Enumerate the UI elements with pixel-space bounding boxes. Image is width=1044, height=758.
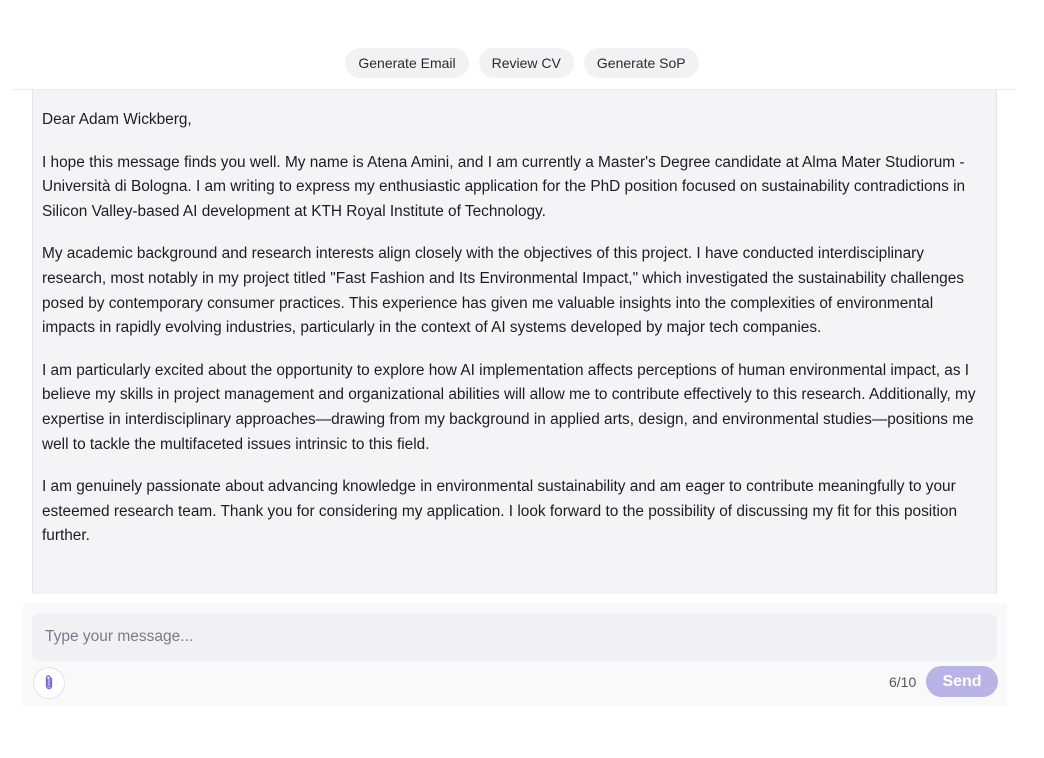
review-cv-button[interactable]: Review CV bbox=[479, 48, 574, 78]
generate-email-button[interactable]: Generate Email bbox=[345, 48, 468, 78]
send-button[interactable]: Send bbox=[926, 666, 998, 697]
attach-file-button[interactable] bbox=[33, 667, 65, 699]
message-input[interactable] bbox=[32, 613, 997, 661]
email-body bbox=[42, 108, 986, 567]
email-paragraph: I am particularly excited about the opportunity to explore how AI implementation affects perceptions of human environmental impact, as I believe my skills in project management and organizational abilities will allow me to contribute effectively to this research. Additionally, my expertise in interdisciplinary approaches—drawing from my background in applied arts, design, and environmental studies—positions me well to tackle the multifaceted issues intrinsic to this field. bbox=[42, 361, 976, 453]
message-counter: 6/10 bbox=[889, 674, 917, 690]
quick-actions bbox=[0, 48, 1044, 78]
email-paragraph: My academic background and research interests align closely with the objectives of this project. I have conducted interdisciplinary research, most notably in my project titled "Fast Fashion and Its Environmental Impact," which investigated the sustainability challenges posed by contemporary consumer practices. This experience has given me valuable insights into the complexities of environmental impacts in rapidly evolving industries, particularly in the context of AI systems developed by major tech companies. bbox=[42, 245, 964, 337]
email-paragraph: I hope this message finds you well. My name is Atena Amini, and I am currently a Master's Degree candidate at Alma Mater Studiorum - Università di Bologna. I am writing to express my enthusiastic application for the PhD position focused on sustainability contradictions in Silicon Valley-based AI development at KTH Royal Institute of Technology. bbox=[42, 153, 966, 220]
email-paragraph: I am genuinely passionate about advancing knowledge in environmental sustainability and am eager to contribute meaningfully to your esteemed research team. Thank you for considering my application. I look forward to the possibility of discussing my fit for this position further. bbox=[42, 478, 958, 545]
generated-email-panel[interactable] bbox=[32, 90, 997, 594]
generate-sop-button[interactable]: Generate SoP bbox=[584, 48, 699, 78]
paperclip-icon bbox=[41, 674, 57, 692]
email-greeting: Dear Adam Wickberg, bbox=[42, 111, 192, 128]
message-composer bbox=[23, 603, 1007, 706]
